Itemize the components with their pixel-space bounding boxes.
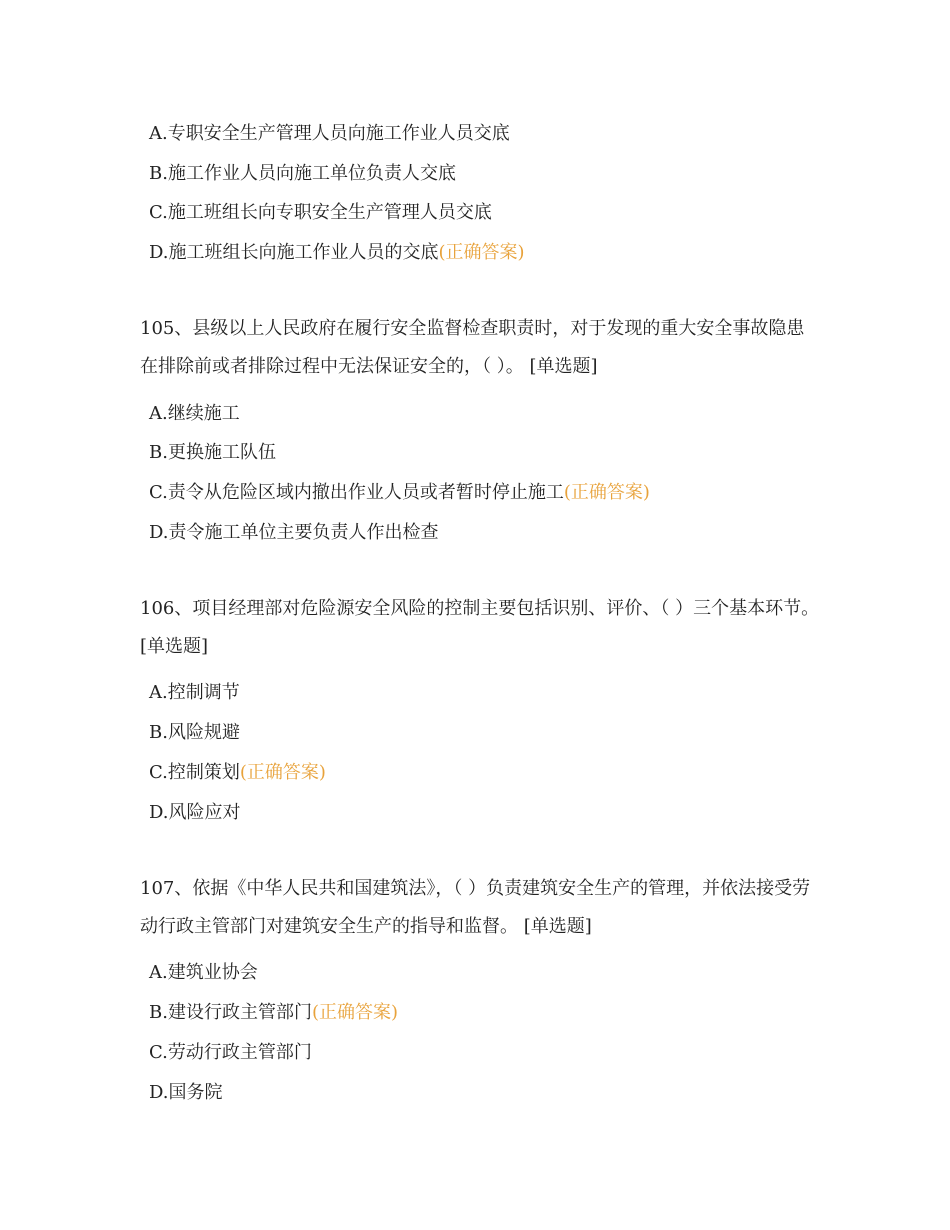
option-a bbox=[149, 681, 240, 705]
option-text: A.建筑业协会 bbox=[149, 962, 258, 983]
option-text: B.更换施工队伍 bbox=[149, 442, 276, 463]
option-text: D.风险应对 bbox=[149, 802, 241, 823]
correct-answer-mark: (正确答案) bbox=[438, 242, 525, 263]
option-d bbox=[149, 801, 241, 825]
correct-answer-mark: (正确答案) bbox=[239, 762, 326, 783]
option-b bbox=[149, 162, 456, 186]
option-text: D.施工班组长向施工作业人员的交底 bbox=[149, 242, 439, 263]
question-stem: 107、依据《中华人民共和国建筑法》，（ ）负责建筑安全生产的管理，并依法接受劳动行政主管部门对建筑安全生产的指导和监督。 [单选题] bbox=[140, 878, 811, 937]
option-text: B.施工作业人员向施工单位负责人交底 bbox=[149, 163, 456, 184]
option-text: C.控制策划 bbox=[149, 762, 240, 783]
question-stem: 105、县级以上人民政府在履行安全监督检查职责时，对于发现的重大安全事故隐患在排除前或者排除过程中无法保证安全的，（ ）。 [单选题] bbox=[140, 318, 805, 377]
option-text: A.继续施工 bbox=[149, 403, 240, 424]
option-c bbox=[149, 201, 492, 225]
option-d bbox=[149, 1081, 223, 1105]
option-text: B.建设行政主管部门 bbox=[149, 1002, 312, 1023]
option-a bbox=[149, 961, 258, 985]
option-c bbox=[149, 761, 326, 785]
option-a bbox=[149, 122, 510, 146]
option-text: A.控制调节 bbox=[149, 682, 240, 703]
option-d bbox=[149, 241, 525, 265]
correct-answer-mark: (正确答案) bbox=[311, 1002, 398, 1023]
option-c bbox=[149, 481, 650, 505]
option-b bbox=[149, 721, 240, 745]
option-text: A.专职安全生产管理人员向施工作业人员交底 bbox=[149, 123, 510, 144]
option-text: B.风险规避 bbox=[149, 722, 240, 743]
option-text: D.国务院 bbox=[149, 1082, 223, 1103]
option-b bbox=[149, 441, 276, 465]
option-d bbox=[149, 521, 439, 545]
option-c bbox=[149, 1041, 312, 1065]
option-a bbox=[149, 402, 240, 426]
option-b bbox=[149, 1001, 398, 1025]
option-text: C.施工班组长向专职安全生产管理人员交底 bbox=[149, 202, 492, 223]
correct-answer-mark: (正确答案) bbox=[563, 482, 650, 503]
option-text: C.责令从危险区域内撤出作业人员或者暂时停止施工 bbox=[149, 482, 564, 503]
question-stem: 106、项目经理部对危险源安全风险的控制主要包括识别、评价、（ ）三个基本环节。 [单选题] bbox=[140, 598, 820, 657]
option-text: D.责令施工单位主要负责人作出检查 bbox=[149, 522, 439, 543]
option-text: C.劳动行政主管部门 bbox=[149, 1042, 312, 1063]
